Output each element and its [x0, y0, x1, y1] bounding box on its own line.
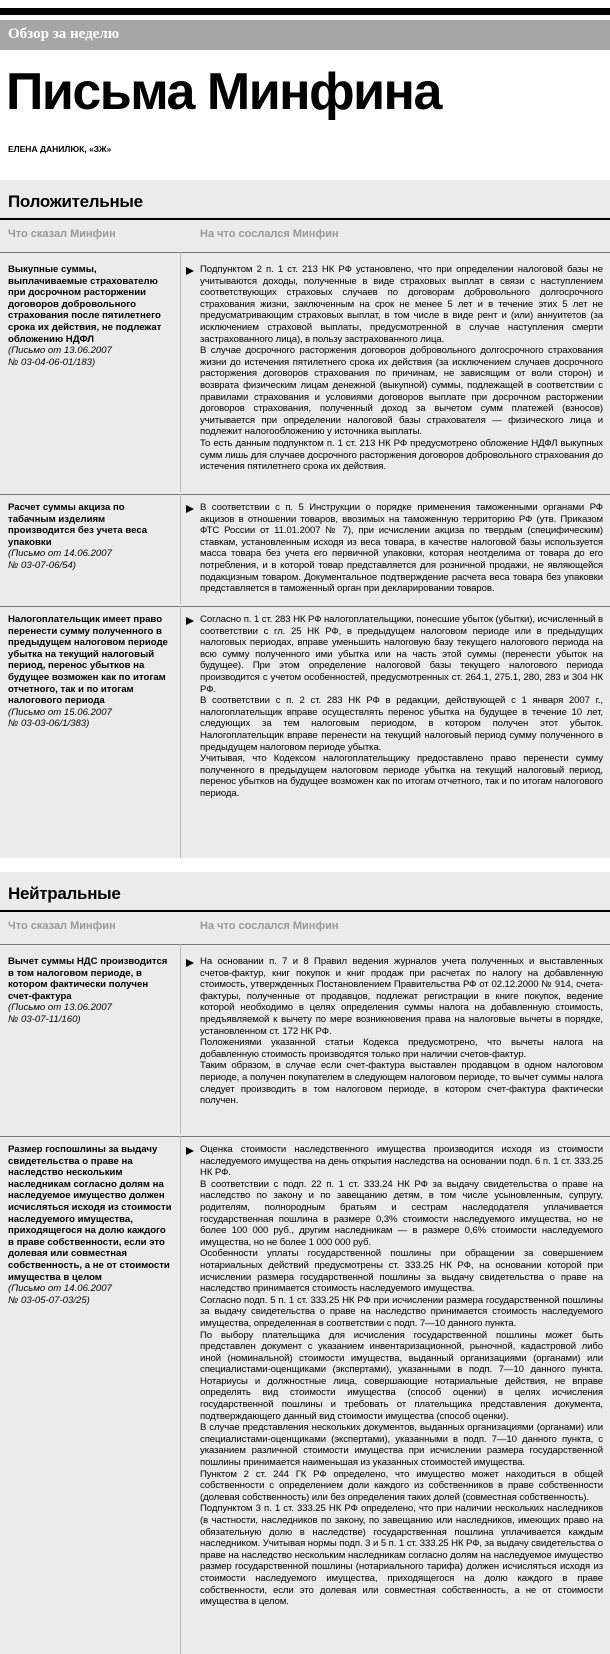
row-divider	[0, 1136, 610, 1137]
arrow-icon	[186, 617, 194, 625]
rubric-bar	[0, 20, 610, 50]
row-summary	[8, 614, 173, 730]
section-heading: Нейтральные	[8, 884, 121, 903]
column-divider	[180, 606, 181, 858]
row-divider	[0, 944, 610, 945]
reference-paragraph: В соответствии с подп. 22 п. 1 ст. 333.24 НК РФ за выдачу свидетельства о праве на наследство по закону и по завещанию детям, в том числе усыновленным, супругу, родителям, полнородным братьям и сестрам наследодателя уплачивается государственная пошлина в размере 0,3% стоимости наследуемого имущества, но не более 100 000 руб., другим наследникам — в размере 0,6% стоимости наследуемого имущества, но не более 1 000 000 руб.	[200, 1178, 603, 1248]
table-row	[0, 606, 610, 858]
row-summary	[8, 956, 173, 1026]
row-divider	[0, 494, 610, 495]
column-divider	[180, 252, 181, 492]
column-divider	[180, 944, 181, 1134]
section-heading: Положительные	[8, 192, 143, 211]
table-row	[0, 494, 610, 604]
letter-date: (Письмо от 14.06.2007	[8, 1283, 112, 1295]
row-summary-text: Вычет суммы НДС производится в том налоговом периоде, в котором фактически получен счет-фактура	[8, 956, 168, 1002]
letter-number: № 03-07-06/54)	[8, 559, 76, 571]
reference-paragraph: На основании п. 7 и 8 Правил ведения журналов учета полученных и выставленных счетов-фактур, книг покупок и книг продаж при расчетах по налогу на добавленную стоимость, утвержденных Постановлением Правительства РФ от 02.12.2000 № 914, счета-фактуры, полученные от продавцов, подлежат регистрации в книге покупок, ведение которой необходимо в целях определения суммы налога на добавленную стоимость, предъявляемой к вычету по мере возникновения права на налоговые вычеты в порядке, установленном ст. 172 НК РФ.	[200, 956, 603, 1037]
top-rule	[0, 8, 610, 15]
row-reference	[200, 264, 603, 473]
reference-paragraph: Оценка стоимости наследственного имущества производится исходя из стоимости наследуемого имущества на день открытия наследства на основании подп. 6 п. 1 ст. 333.25 НК РФ.	[200, 1144, 603, 1179]
letter-date: (Письмо от 15.06.2007	[8, 706, 112, 718]
reference-paragraph: В случае досрочного расторжения договоров добровольного долгосрочного страхования жизни до истечения пятилетнего срока их действия (за исключением случаев досрочного расторжения договоров страхования по причинам, не зависящим от воли сторон) и возврата физическим лицам денежной (выкупной) суммы, подлежащей в соответствии с правилами страхования и условиями договоров выплате при досрочном расторжении договоров страхования, полученный доход за вычетом сумм платежей (взносов) учитывается при определении налоговой базы страхователя — физического лица и подлежит налогообложению у источника выплаты.	[200, 345, 603, 438]
reference-paragraph: Таким образом, в случае если счет-фактура выставлен продавцом в одном налоговом периоде, а получен покупателем в следующем налоговом периоде, то вычет суммы налога следует производить в том налоговом периоде, в котором счет-фактура фактически получен.	[200, 1060, 603, 1107]
letter-date: (Письмо от 13.06.2007	[8, 1002, 112, 1014]
row-reference	[200, 956, 603, 1107]
row-summary-text: Расчет суммы акциза по табачным изделиям производится без учета веса упаковки	[8, 502, 148, 548]
row-summary	[8, 264, 173, 368]
letter-number: № 03-04-06-01/183)	[8, 356, 96, 368]
arrow-icon	[186, 505, 194, 513]
reference-paragraph: Пунктом 2 ст. 244 ГК РФ определено, что имущество может находиться в общей собственности с определением доли каждого из собственников в праве собственности (долевая собственность) или без определения таких долей (совместная собственность).	[200, 1468, 603, 1503]
reference-paragraph: Особенности уплаты государственной пошлины при обращении за совершением нотариальных действий предусмотрены ст. 333.25 НК РФ, на основании которой при исчислении размера государственной пошлины за выдачу свидетельства о праве на наследство принимается стоимость наследуемого имущества.	[200, 1248, 603, 1295]
reference-paragraph: По выбору плательщика для исчисления государственной пошлины может быть представлен документ с указанием инвентаризационной, рыночной, кадастровой либо иной (номинальной) стоимости имущества, выданный организациями (органами) или специалистами-оценщиками (экспертами), указанными в подп. 7—10 данного пункта. Нотариусы и должностные лица, совершающие нотариальные действия, не вправе определять вид стоимости имущества (способ оценки) в целях исчисления государственной пошлины и требовать от плательщика представления документа, подтверждающего данный вид стоимости имущества (способ оценки).	[200, 1329, 603, 1422]
column-header-right: На что сослался Минфин	[200, 920, 339, 932]
table-row	[0, 252, 610, 492]
reference-paragraph: В случае представления нескольких документов, выданных организациями (органами) или специалистами-оценщиками (экспертами), указанными в подп. 7—10 данного пункта, с указанием различной стоимости имущества при исчислении размера государственной пошлины принимается наименьшая из указанных стоимостей имущества.	[200, 1422, 603, 1469]
column-header-right: На что сослался Минфин	[200, 228, 339, 240]
row-reference	[200, 1144, 603, 1608]
row-summary-text: Размер госпошлины за выдачу свидетельства о праве на наследство нескольким наследникам согласно долям на наследуемое имущество должен исчисляться исходя из стоимости наследуемого имущества, приходящегося на долю каждого в праве собственности, если это долевая или совместная собственность, а не от стоимости имущества в целом	[8, 1144, 172, 1283]
reference-paragraph: То есть данным подпунктом п. 1 ст. 213 НК РФ предусмотрено обложение НДФЛ выкупных сумм лишь для случаев досрочного расторжения договоров добровольного страхования до истечения пятилетнего срока их действия.	[200, 437, 603, 473]
column-header-left: Что сказал Минфин	[8, 920, 116, 932]
row-summary-text: Налогоплательщик имеет право перенести сумму полученного в предыдущем налоговом периоде убытка на текущий налоговый период, перенос убытков на будущее возможен как по итогам отчетного, так и по итогам налогового периода	[8, 614, 168, 707]
rubric-label: Обзор за неделю	[8, 26, 120, 42]
row-summary-text: Выкупные суммы, выплачиваемые страхователю при досрочном расторжении договоров добровольного страхования после пятилетнего срока их действия, не подлежат обложению НДФЛ	[8, 264, 162, 345]
row-divider	[0, 606, 610, 607]
section-rule	[0, 910, 610, 912]
table-row	[0, 944, 610, 1134]
column-header-left: Что сказал Минфин	[8, 228, 116, 240]
reference-paragraph: Подпунктом 3 п. 1 ст. 333.25 НК РФ определено, что при наличии нескольких наследников (в частности, наследников по закону, по завещанию или наследников, имеющих право на обязательную долю в наследстве) государственная пошлина уплачивается каждым наследником. Учитывая нормы подп. 3 и 5 п. 1 ст. 333.25 НК РФ, за выдачу свидетельства о праве на наследство нескольким наследникам согласно долям на наследуемое имущество размер государственной пошлины (нотариального тарифа) должен исчисляться исходя из стоимости наследуемого имущества, приходящегося на долю каждого в праве собственности, если это долевая или совместная собственность, а не от стоимости имущества в целом.	[200, 1503, 603, 1608]
row-summary	[8, 1144, 173, 1306]
letter-date: (Письмо от 13.06.2007	[8, 345, 112, 357]
reference-paragraph: Учитывая, что Кодексом налогоплательщику предоставлено право перенести сумму полученного в предыдущем налоговом периоде убытка на текущий налоговый период, перенос убытков на будущее возможен как по итогам отчетного, так и по итогам налогового периода.	[200, 753, 603, 799]
letter-number: № 03-05-07-03/25)	[8, 1294, 90, 1306]
table-row	[0, 1136, 610, 1654]
section-positive	[0, 180, 610, 858]
arrow-icon	[186, 267, 194, 275]
row-summary	[8, 502, 173, 572]
reference-paragraph: В соответствии с п. 2 ст. 283 НК РФ в редакции, действующей с 1 января 2007 г., налогоплательщик вправе осуществлять перенос убытка на будущее в течение 10 лет, следующих за тем налоговым периодом, в котором получен этот убыток. Налогоплательщик вправе перенести на текущий налоговый период сумму полученного в предыдущем налоговом периоде убытка.	[200, 695, 603, 753]
reference-paragraph: Подпунктом 2 п. 1 ст. 213 НК РФ установлено, что при определении налоговой базы не учитываются доходы, полученные в виде страховых выплат в связи с наступлением соответствующих страховых случаев по договорам добровольного долгосрочного страхования жизни, заключенным на срок не менее 5 лет и в течение этих 5 лет не предусматривающим страховых выплат, в том числе в виде рент и (или) аннуитетов (за исключением страховой выплаты, предусмотренной в случае наступления смерти застрахованного лица), в пользу застрахованного лица.	[200, 264, 603, 345]
section-neutral	[0, 872, 610, 1654]
reference-paragraph: Согласно подп. 5 п. 1 ст. 333.25 НК РФ при исчислении размера государственной пошлины за выдачу свидетельства о праве на наследство принимается стоимость наследуемого имущества, определенная в соответствии с подп. 7—10 данного пункта.	[200, 1294, 603, 1329]
arrow-icon	[186, 1147, 194, 1155]
row-reference	[200, 614, 603, 800]
column-divider	[180, 494, 181, 604]
section-rule	[0, 218, 610, 220]
row-divider	[0, 252, 610, 253]
letter-number: № 03-07-11/160)	[8, 1013, 81, 1025]
page-title: Письма Минфина	[6, 63, 441, 121]
author-byline: ЕЛЕНА ДАНИЛЮК, «ЗЖ»	[8, 144, 112, 154]
reference-paragraph: Положениями указанной статьи Кодекса предусмотрено, что вычеты налога на добавленную стоимость производятся только при наличии счетов-фактур.	[200, 1037, 603, 1060]
reference-paragraph: В соответствии с п. 5 Инструкции о порядке применения таможенными органами РФ акцизов в отношении товаров, ввозимых на таможенную территорию РФ (утв. Приказом ФТС России от 11.01.2007 № 7), при исчислении акциза по твердым (специфическим) ставкам, установленным исходя из веса товара, в качестве налоговой базы используется масса товара без учета его первичной упаковки, которая неотделима от товара до его потребления, и в которой товар представляется для розничной продажи, не являющейся подакцизным товаром. Документальное подтверждение расчета веса товара без упаковки представляется в таможенный орган при декларировании товаров.	[200, 502, 603, 595]
row-reference	[200, 502, 603, 595]
arrow-icon	[186, 959, 194, 967]
reference-paragraph: Согласно п. 1 ст. 283 НК РФ налогоплательщики, понесшие убыток (убытки), исчисленный в соответствии с гл. 25 НК РФ, в предыдущем налоговом периоде или в предыдущих налоговых периодах, вправе уменьшить налоговую базу текущего налогового периода на всю сумму полученного ими убытка или на часть этой суммы (перенести убыток на будущее). При этом определение налоговой базы текущего налогового периода производится с учетом особенностей, предусмотренных ст. 264.1, 275.1, 280, 283 и 304 НК РФ.	[200, 614, 603, 695]
letter-number: № 03-03-06/1/383)	[8, 718, 90, 730]
column-divider	[180, 1136, 181, 1654]
letter-date: (Письмо от 14.06.2007	[8, 548, 112, 560]
